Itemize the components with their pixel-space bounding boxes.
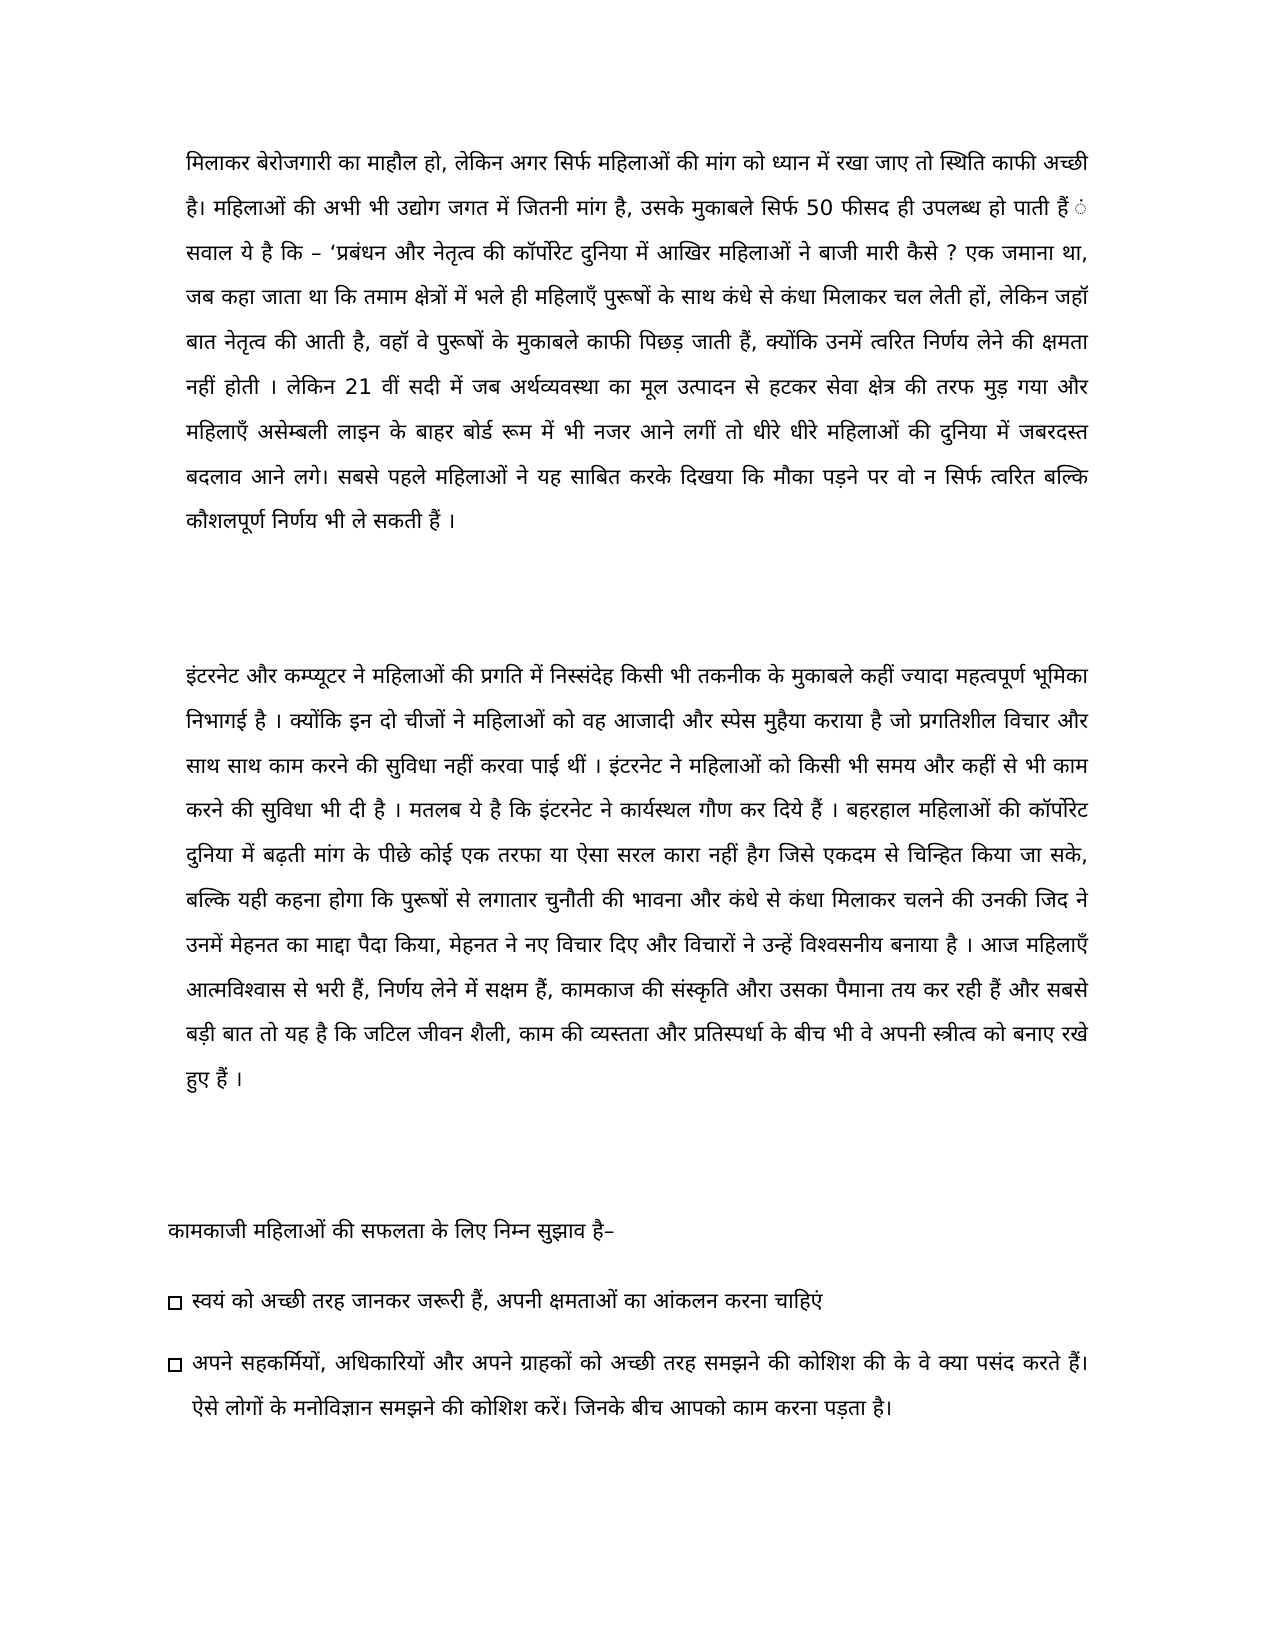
- paragraph-2: इंटरनेट और कम्प्यूटर ने महिलाओं की प्रगति में निस्संदेह किसी भी तकनीक के मुकाबले कहीं ज्यादा महत्वपूर्ण भूमिका निभागई है । क्योंकि इन दो चीजों ने महिलाओं को वह आजादी और स्पेस मुहैया कराया है जो प्रगतिशील विचार और साथ साथ काम करने की सुविधा नहीं करवा पाई थीं । इंटरनेट ने महिलाओं को किसी भी समय और कहीं से भी काम करने की सुविधा भी दी है । मतलब ये है कि इंटरनेट ने कार्यस्थल गौण कर दिये हैं । बहरहाल महिलाओं की कॉर्पोरेट दुनिया में बढ़ती मांग के पीछे कोई एक तरफा या ऐसा सरल कारा नहीं हैग जिसे एकदम से चिन्हित किया जा सके, बल्कि यही कहना होगा कि पुरूषों से लगातार चुनौती की भावना और कंधे से कंधा मिलाकर चलने की उनकी जिद ने उनमें मेहनत का माद्दा पैदा किया, मेहनत ने नए विचार दिए और विचारों ने उन्हें विश्वसनीय बनाया है । आज महिलाएँ आत्मविश्वास से भरी हैं, निर्णय लेने में सक्षम हैं, कामकाज की संस्कृति औरा उसका पैमाना तय कर रही हैं और सबसे बड़ी बात तो यह है कि जटिल जीवन शैली, काम की व्यस्तता और प्रतिस्पर्धा के बीच भी वे अपनी स्त्रीत्व को बनाए रखे हुए हैं ।: [186, 664, 1088, 1093]
- list-item-text: अपने सहकर्मियों, अधिकारियों और अपने ग्राहकों को अच्छी तरह समझने की कोशिश की के वे क्या पसंद करते हैं। ऐसे लोगों के मनोविज्ञान समझने की कोशिश करें। जिनके बीच आपको काम करना पड़ता है।: [192, 1351, 1088, 1421]
- square-bullet-icon: [168, 1296, 182, 1310]
- list-intro: कामकाजी महिलाओं की सफलता के लिए निम्न सुझाव है–: [168, 1219, 615, 1244]
- list-item: [168, 1342, 1088, 1432]
- list-item: [168, 1280, 1088, 1325]
- list-item-text: स्वयं को अच्छी तरह जानकर जरूरी हैं, अपनी क्षमताओं का आंकलन करना चाहिएं: [192, 1289, 823, 1314]
- square-bullet-icon: [168, 1358, 182, 1372]
- paragraph-1: मिलाकर बेरोजगारी का माहौल हो, लेकिन अगर सिर्फ महिलाओं की मांग को ध्यान में रखा जाए तो स्थिति काफी अच्छी है। महिलाओं की अभी भी उद्योग जगत में जितनी मांग है, उसके मुकाबले सिर्फ 50 फीसद ही उपलब्ध हो पाती हैं ं सवाल ये है कि – ‘प्रबंधन और नेतृत्व की कॉर्पोरेट दुनिया में आखिर महिलाओं ने बाजी मारी कैसे ? एक जमाना था, जब कहा जाता था कि तमाम क्षेत्रों में भले ही महिलाएँ पुरूषों के साथ कंधे से कंधा मिलाकर चल लेती हों, लेकिन जहॉ बात नेतृत्व की आती है, वहॉ वे पुरूषों के मुकाबले काफी पिछड़ जाती हैं, क्योंकि उनमें त्वरित निर्णय लेने की क्षमता नहीं होती । लेकिन 21 वीं सदी में जब अर्थव्यवस्था का मूल उत्पादन से हटकर सेवा क्षेत्र की तरफ मुड़ गया और महिलाएँ असेम्बली लाइन के बाहर बोर्ड रूम में भी नजर आने लगीं तो धीरे धीरे महिलाओं की दुनिया में जबरदस्त बदलाव आने लगे। सबसे पहले महिलाओं ने यह साबित करके दिखया कि मौका पड़ने पर वो न सिर्फ त्वरित बल्कि कौशलपूर्ण निर्णय भी ले सकती हैं ।: [186, 151, 1088, 535]
